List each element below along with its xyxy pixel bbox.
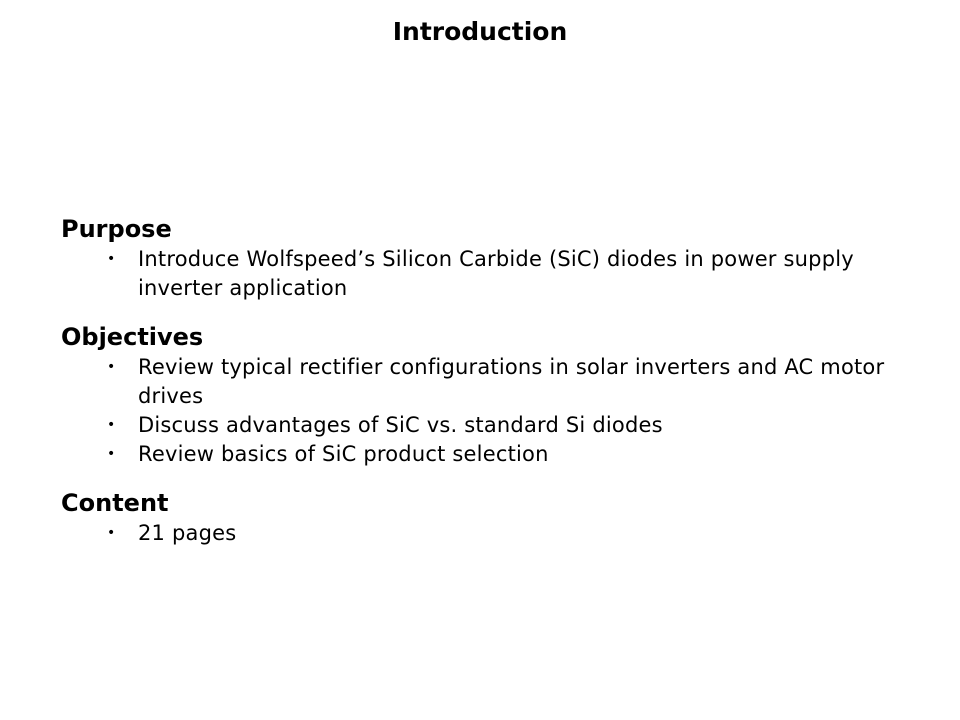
bullet-item xyxy=(61,245,921,303)
section-objectives xyxy=(61,321,921,469)
bullet-list xyxy=(61,245,921,303)
bullet-dot-icon: • xyxy=(107,446,116,462)
section-heading: Content xyxy=(61,489,169,517)
section-purpose xyxy=(61,213,921,303)
section-heading: Objectives xyxy=(61,323,204,351)
bullet-text: 21 pages xyxy=(138,521,237,545)
bullet-text: Review typical rectifier configurations in solar inverters and AC motor drives xyxy=(138,355,885,408)
slide-title: Introduction xyxy=(392,17,568,46)
bullet-dot-icon: • xyxy=(107,417,116,433)
bullet-item xyxy=(61,519,921,548)
section-heading: Purpose xyxy=(61,215,172,243)
slide-body xyxy=(61,213,921,566)
bullet-list xyxy=(61,353,921,469)
bullet-text: Review basics of SiC product selection xyxy=(138,442,549,466)
bullet-dot-icon: • xyxy=(107,359,116,375)
bullet-dot-icon: • xyxy=(107,525,116,541)
bullet-list xyxy=(61,519,921,548)
bullet-item xyxy=(61,353,921,411)
bullet-text: Discuss advantages of SiC vs. standard Si diodes xyxy=(138,413,663,437)
bullet-item xyxy=(61,440,921,469)
bullet-dot-icon: • xyxy=(107,251,116,267)
section-content xyxy=(61,487,921,548)
bullet-item xyxy=(61,411,921,440)
bullet-text: Introduce Wolfspeed’s Silicon Carbide (SiC) diodes in power supply inverter application xyxy=(138,247,854,300)
